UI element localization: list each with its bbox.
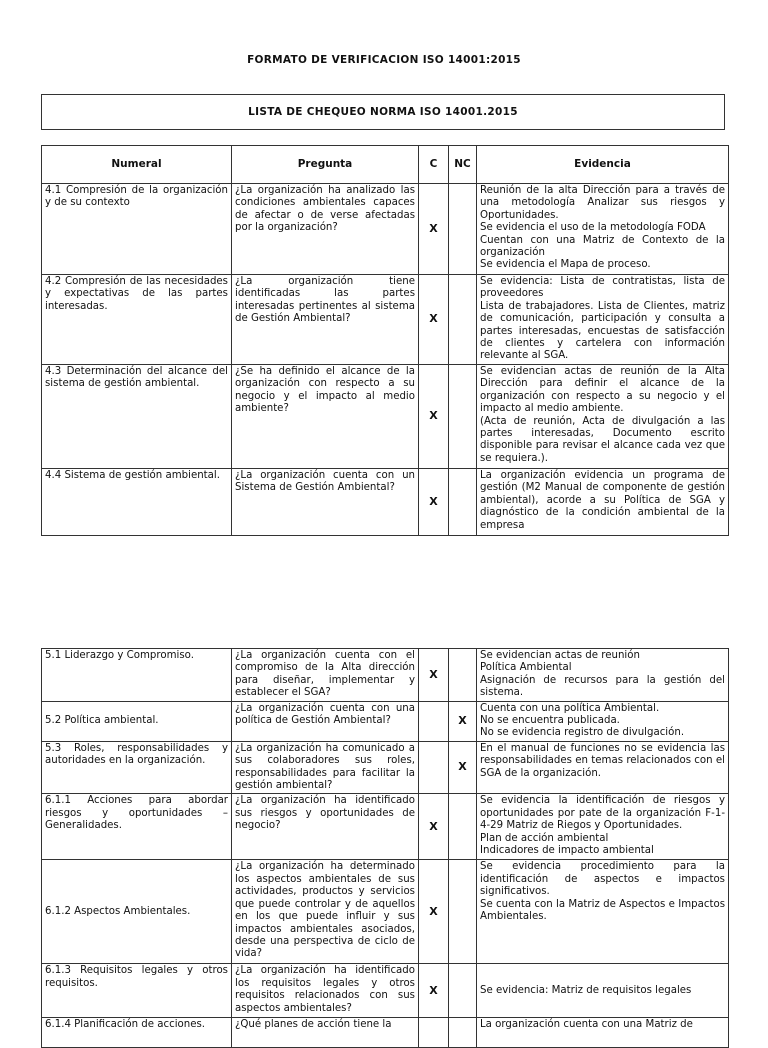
- cell-nc: [449, 649, 477, 702]
- cell-pregunta: ¿La organización cuenta con el compromiso de la Alta dirección para diseñar, implementar y establecer el SGA?: [232, 649, 419, 702]
- cell-evidencia: Se evidencia procedimiento para la identificación de aspectos e impactos significativos. Se cuenta con la Matriz de Aspectos e Impactos Ambientales.: [477, 860, 729, 964]
- cell-pregunta: ¿La organización ha determinado los aspectos ambientales de sus actividades, productos y servicios que puede controlar y de aquellos en los que puede influir y sus impactos ambientales asociados, desde una perspectiva de ciclo de vida?: [232, 860, 419, 964]
- cell-evidencia: Se evidencia: Lista de contratistas, lista de proveedores Lista de trabajadores. Lista de Clientes, matriz de comunicación, participación y consulta a partes interesadas, encuestas de satisfacción de clientes y cartelera con información relevante al SGA.: [477, 275, 729, 365]
- table-row: [42, 701, 729, 741]
- cell-nc: [449, 964, 477, 1018]
- cell-c: [419, 701, 449, 741]
- cell-evidencia: La organización evidencia un programa de gestión (M2 Manual de componente de gestión ambiental), acorde a su Política de SGA y diagnóstico de la condición ambiental de la empresa: [477, 469, 729, 536]
- cell-numeral: 5.2 Política ambiental.: [42, 701, 232, 741]
- cell-numeral: 4.4 Sistema de gestión ambiental.: [42, 469, 232, 536]
- cell-evidencia: La organización cuenta con una Matriz de: [477, 1018, 729, 1048]
- document-title: FORMATO DE VERIFICACION ISO 14001:2015: [247, 54, 521, 66]
- cell-pregunta: ¿Se ha definido el alcance de la organización con respecto a su negocio y el impacto al medio ambiente?: [232, 365, 419, 469]
- cell-pregunta: ¿La organización ha identificado sus riesgos y oportunidades de negocio?: [232, 794, 419, 860]
- header-pregunta: Pregunta: [232, 146, 419, 184]
- cell-c: X: [419, 365, 449, 469]
- cell-c: X: [419, 184, 449, 275]
- cell-numeral: 4.2 Compresión de las necesidades y expectativas de las partes interesadas.: [42, 275, 232, 365]
- cell-pregunta: ¿La organización cuenta con una política de Gestión Ambiental?: [232, 701, 419, 741]
- table-row: [42, 794, 729, 860]
- cell-numeral: 6.1.2 Aspectos Ambientales.: [42, 860, 232, 964]
- cell-evidencia: Se evidencia: Matriz de requisitos legales: [477, 964, 729, 1018]
- cell-nc: [449, 860, 477, 964]
- table-row: [42, 964, 729, 1018]
- table-row: [42, 184, 729, 275]
- cell-numeral: 5.3 Roles, responsabilidades y autoridades en la organización.: [42, 741, 232, 794]
- cell-pregunta: ¿Qué planes de acción tiene la: [232, 1018, 419, 1048]
- checklist-subtitle: [41, 94, 725, 130]
- cell-pregunta: ¿La organización tiene identificadas las partes interesadas pertinentes al sistema de Gestión Ambiental?: [232, 275, 419, 365]
- cell-evidencia: Cuenta con una política Ambiental. No se encuentra publicada. No se evidencia registro de divulgación.: [477, 701, 729, 741]
- cell-c: [419, 1018, 449, 1048]
- cell-c: X: [419, 964, 449, 1018]
- checklist-table-1: [41, 145, 729, 536]
- header-numeral: Numeral: [42, 146, 232, 184]
- header-nc: NC: [449, 146, 477, 184]
- cell-numeral: 4.1 Compresión de la organización y de su contexto: [42, 184, 232, 275]
- cell-evidencia: Se evidencian actas de reunión Política Ambiental Asignación de recursos para la gestión del sistema.: [477, 649, 729, 702]
- cell-nc: X: [449, 701, 477, 741]
- cell-nc: [449, 275, 477, 365]
- cell-nc: [449, 1018, 477, 1048]
- cell-evidencia: Reunión de la alta Dirección para a través de una metodología Analizar sus riesgos y Oportunidades. Se evidencia el uso de la metodología FODA Cuentan con una Matriz de Contexto de la organización Se evidencia el Mapa de proceso.: [477, 184, 729, 275]
- cell-c: [419, 741, 449, 794]
- cell-pregunta: ¿La organización ha identificado los requisitos legales y otros requisitos relacionados con sus aspectos ambientales?: [232, 964, 419, 1018]
- cell-c: X: [419, 649, 449, 702]
- checklist-table-2: [41, 648, 729, 1048]
- cell-c: X: [419, 275, 449, 365]
- cell-c: X: [419, 860, 449, 964]
- cell-evidencia: Se evidencian actas de reunión de la Alta Dirección para definir el alcance de la organización con respecto a su negocio y el impacto al medio ambiente. (Acta de reunión, Acta de divulgación a las partes interesadas, Documento escrito disponible para revisar el alcance cada vez que se requiera.).: [477, 365, 729, 469]
- cell-pregunta: ¿La organización ha analizado las condiciones ambientales capaces de afectar o de verse afectadas por la organización?: [232, 184, 419, 275]
- cell-nc: X: [449, 741, 477, 794]
- table-row: [42, 860, 729, 964]
- table-row: [42, 649, 729, 702]
- cell-nc: [449, 365, 477, 469]
- cell-pregunta: ¿La organización cuenta con un Sistema de Gestión Ambiental?: [232, 469, 419, 536]
- table-row: [42, 469, 729, 536]
- cell-nc: [449, 184, 477, 275]
- table-row: [42, 365, 729, 469]
- table-header-row: [42, 146, 729, 184]
- cell-c: X: [419, 469, 449, 536]
- cell-numeral: 6.1.4 Planificación de acciones.: [42, 1018, 232, 1048]
- header-evidencia: Evidencia: [477, 146, 729, 184]
- cell-c: X: [419, 794, 449, 860]
- checklist-subtitle-text: LISTA DE CHEQUEO NORMA ISO 14001.2015: [248, 106, 518, 118]
- cell-numeral: 6.1.3 Requisitos legales y otros requisitos.: [42, 964, 232, 1018]
- cell-nc: [449, 794, 477, 860]
- cell-nc: [449, 469, 477, 536]
- cell-numeral: 5.1 Liderazgo y Compromiso.: [42, 649, 232, 702]
- table-row: [42, 275, 729, 365]
- table-row: [42, 741, 729, 794]
- cell-evidencia: Se evidencia la identificación de riesgos y oportunidades por pate de la organización F-1-4-29 Matriz de Riegos y Oportunidades. Plan de acción ambiental Indicadores de impacto ambiental: [477, 794, 729, 860]
- cell-numeral: 4.3 Determinación del alcance del sistema de gestión ambiental.: [42, 365, 232, 469]
- cell-pregunta: ¿La organización ha comunicado a sus colaboradores sus roles, responsabilidades para facilitar la gestión ambiental?: [232, 741, 419, 794]
- table-row: [42, 1018, 729, 1048]
- cell-numeral: 6.1.1 Acciones para abordar riesgos y oportunidades – Generalidades.: [42, 794, 232, 860]
- cell-evidencia: En el manual de funciones no se evidencia las responsabilidades en temas relacionados con el SGA de la organización.: [477, 741, 729, 794]
- header-c: C: [419, 146, 449, 184]
